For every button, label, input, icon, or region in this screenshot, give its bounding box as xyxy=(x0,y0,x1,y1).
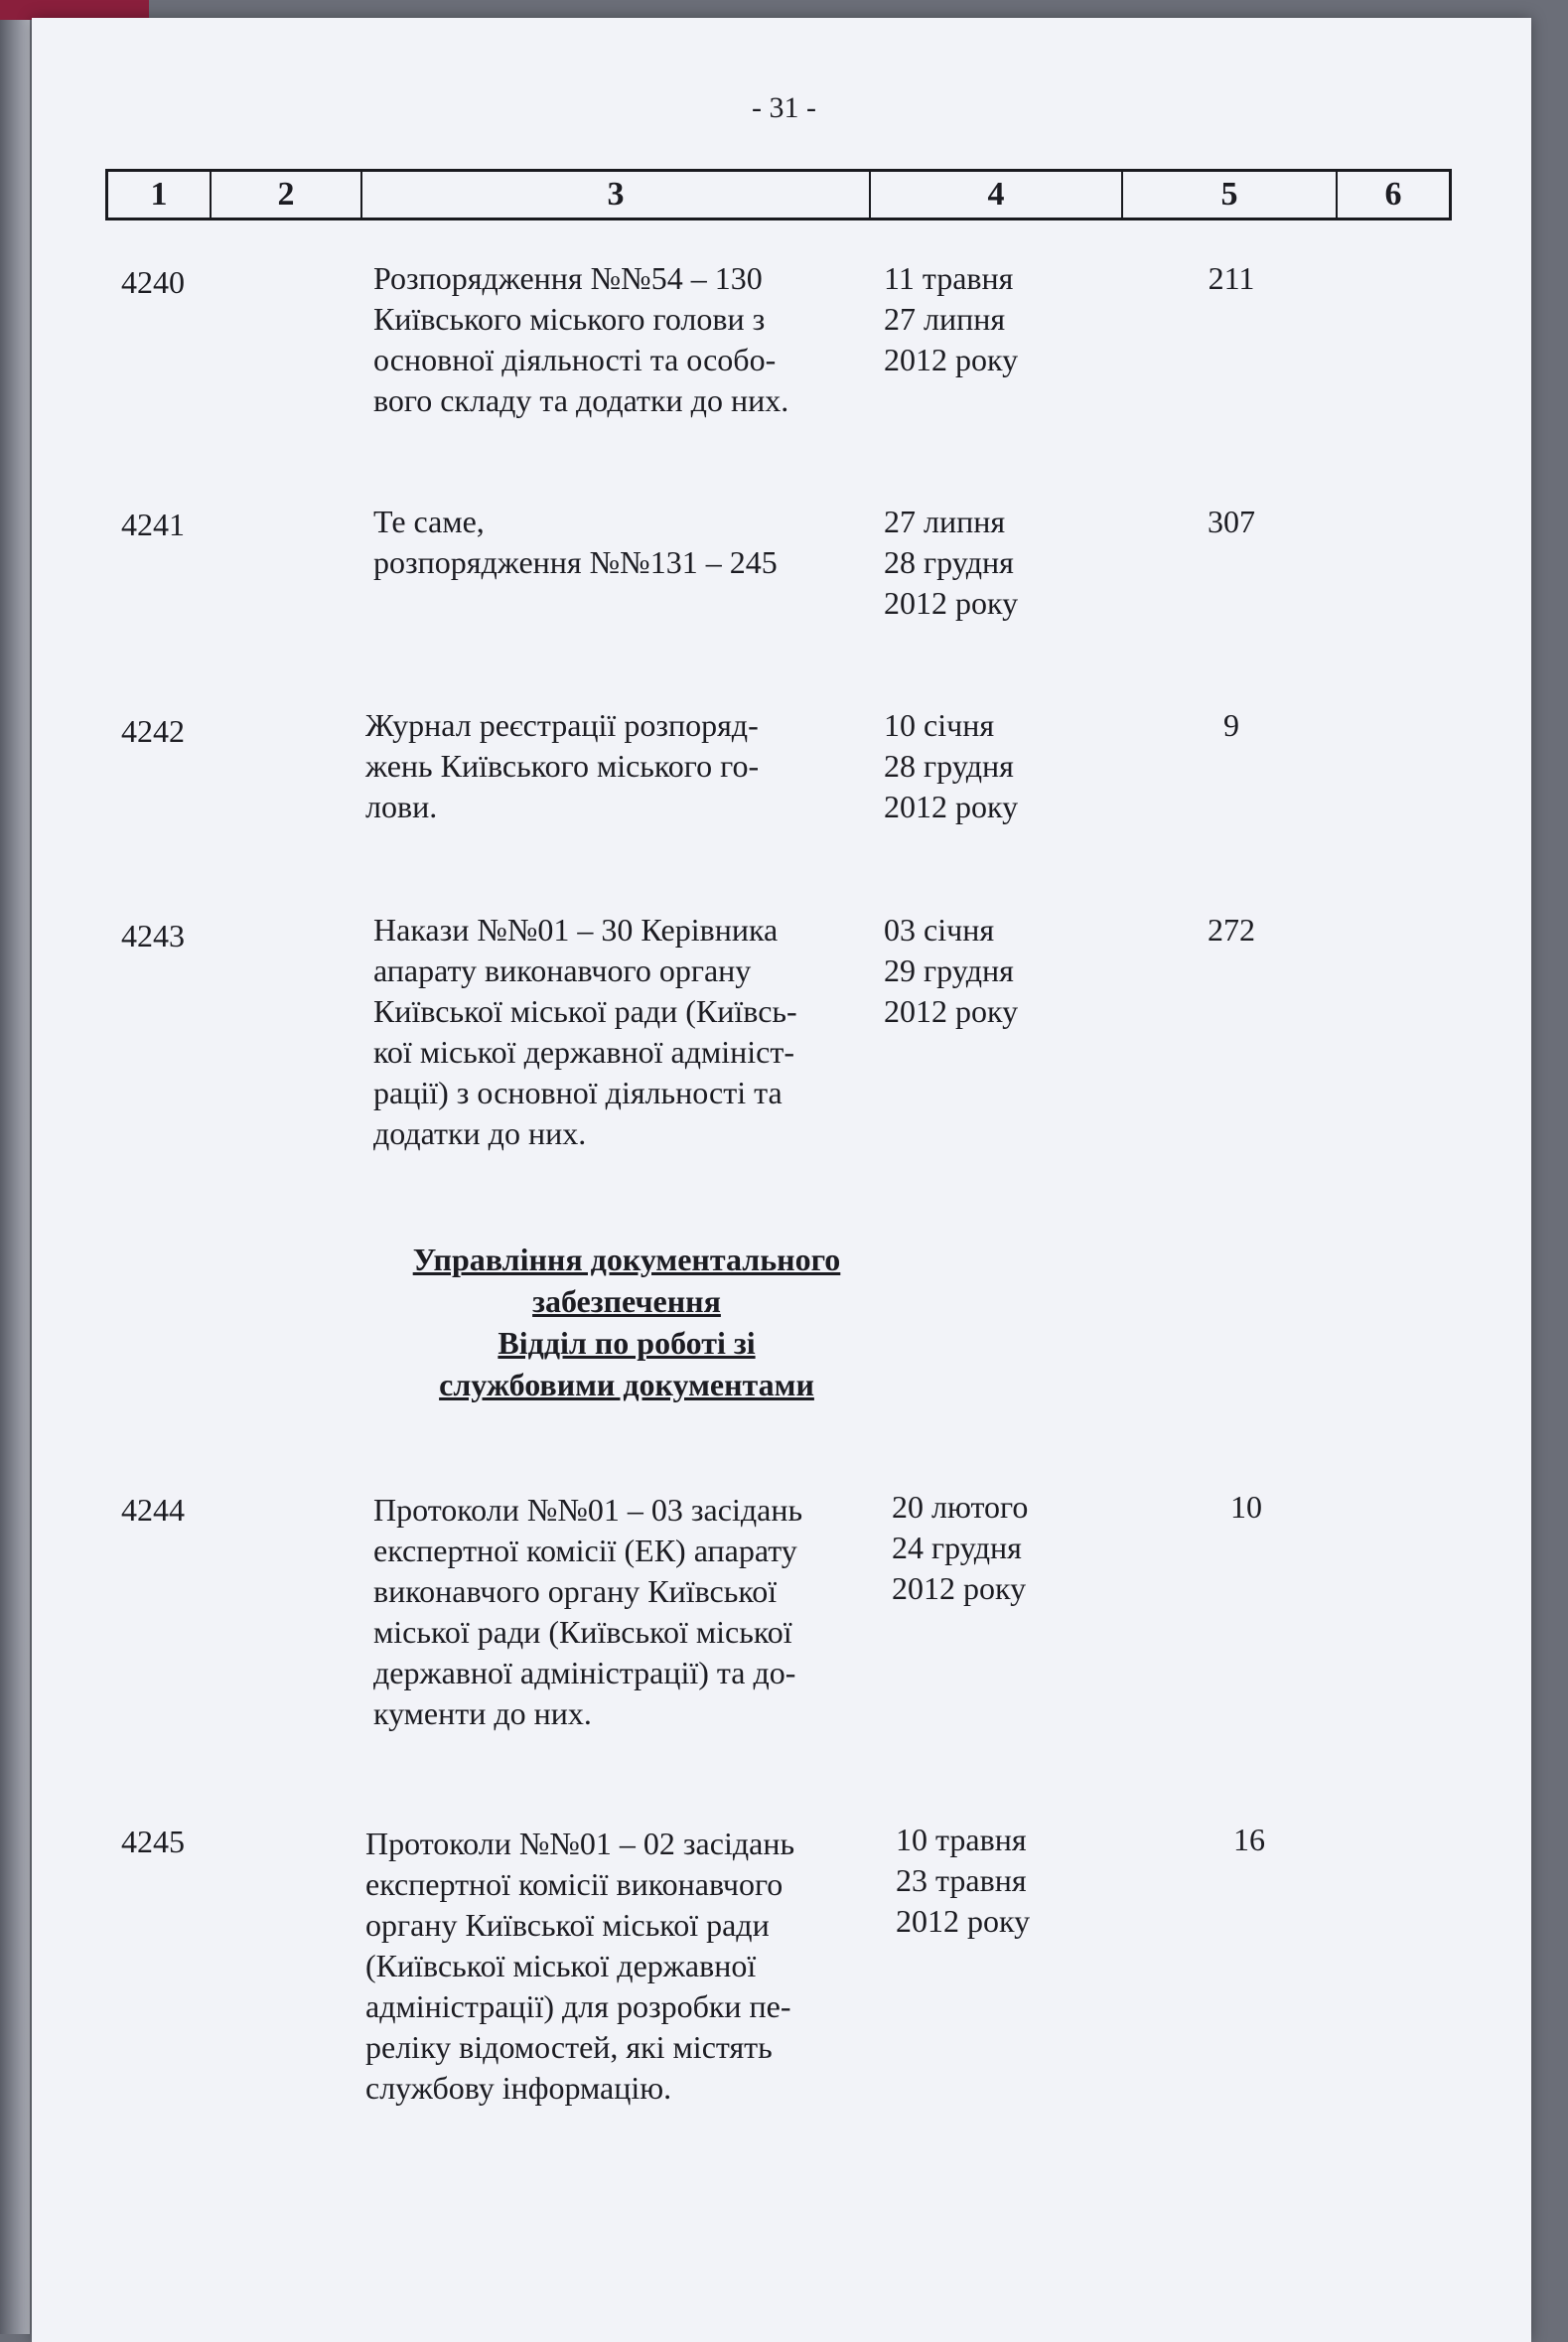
date-line: 28 грудня xyxy=(884,544,1014,580)
entry-dates xyxy=(884,258,1092,380)
date-line: 10 січня xyxy=(884,707,995,743)
entry-number: 4245 xyxy=(121,1824,185,1859)
date-line: 24 грудня xyxy=(892,1530,1022,1565)
entry-sheet-count: 211 xyxy=(1208,260,1255,296)
date-line: 20 лютого xyxy=(892,1489,1029,1525)
entry-dates xyxy=(884,705,1092,827)
column-header-4: 4 xyxy=(871,172,1123,218)
entry-description xyxy=(373,502,870,583)
description-line: службову інформацію. xyxy=(365,2070,672,2106)
description-line: експертної комісії виконавчого xyxy=(365,1866,784,1902)
description-line: лови. xyxy=(365,789,438,824)
entry-number: 4244 xyxy=(121,1492,185,1528)
entry-dates xyxy=(892,1487,1100,1609)
column-header-6: 6 xyxy=(1384,176,1402,213)
entry-number: 4242 xyxy=(121,713,185,749)
description-line: додатки до них. xyxy=(373,1115,587,1151)
entry-number: 4240 xyxy=(121,264,185,300)
entry-description xyxy=(365,705,862,827)
description-line: основної діяльності та особо- xyxy=(373,342,777,377)
document-binding xyxy=(0,0,30,2334)
description-line: реліку відомостей, які містять xyxy=(365,2029,773,2065)
description-line: Журнал реєстрації розпоряд- xyxy=(365,707,759,743)
description-line: експертної комісії (ЕК) апарату xyxy=(373,1533,797,1568)
entry-description xyxy=(373,258,870,421)
folder-corner xyxy=(0,0,149,20)
date-line: 2012 року xyxy=(896,1903,1031,1939)
description-line: Київської міської ради (Київсь- xyxy=(373,993,797,1029)
description-line: жень Київського міського го- xyxy=(365,748,760,784)
description-line: Розпорядження №№54 – 130 xyxy=(373,260,763,296)
entry-sheet-count: 272 xyxy=(1208,912,1255,948)
date-line: 2012 року xyxy=(892,1570,1027,1606)
description-line: Протоколи №№01 – 03 засідань xyxy=(373,1492,803,1528)
column-header-1: 1 xyxy=(108,172,212,218)
entry-description xyxy=(373,910,870,1154)
entry-dates xyxy=(884,502,1092,624)
description-line: апарату виконавчого органу xyxy=(373,952,752,988)
date-line: 2012 року xyxy=(884,993,1019,1029)
column-header-3: 3 xyxy=(362,172,871,218)
entry-sheet-count: 307 xyxy=(1208,504,1255,539)
date-line: 23 травня xyxy=(896,1862,1027,1898)
column-header-5: 5 xyxy=(1123,172,1338,218)
entry-sheet-count: 9 xyxy=(1223,707,1239,743)
description-line: Те саме, xyxy=(373,504,485,539)
date-line: 11 травня xyxy=(884,260,1014,296)
description-line: Київського міського голови з xyxy=(373,301,766,337)
heading-line: Відділ по роботі зі xyxy=(498,1325,756,1361)
page-number: - 31 - xyxy=(752,91,816,124)
column-header-2: 2 xyxy=(212,172,362,218)
date-line: 28 грудня xyxy=(884,748,1014,784)
date-line: 2012 року xyxy=(884,585,1019,621)
heading-line: Управління документального xyxy=(412,1242,841,1277)
description-line: вого складу та додатки до них. xyxy=(373,382,789,418)
entry-number: 4241 xyxy=(121,507,185,542)
entry-description xyxy=(365,1824,862,2109)
entry-number: 4243 xyxy=(121,918,185,953)
date-line: 03 січня xyxy=(884,912,995,948)
date-line: 2012 року xyxy=(884,789,1019,824)
section-heading xyxy=(373,1239,880,1405)
date-line: 2012 року xyxy=(884,342,1019,377)
description-line: кументи до них. xyxy=(373,1695,592,1731)
entry-description xyxy=(373,1490,870,1734)
description-line: адміністрації) для розробки пе- xyxy=(365,1988,791,2024)
description-line: рації) з основної діяльності та xyxy=(373,1075,783,1110)
description-line: розпорядження №№131 – 245 xyxy=(373,544,778,580)
heading-line: забезпечення xyxy=(532,1283,721,1319)
description-line: міської ради (Київської міської xyxy=(373,1614,792,1650)
entry-sheet-count: 10 xyxy=(1230,1489,1262,1525)
description-line: кої міської державної адмініст- xyxy=(373,1034,794,1070)
date-line: 10 травня xyxy=(896,1822,1027,1857)
description-line: виконавчого органу Київської xyxy=(373,1573,778,1609)
description-line: органу Київської міської ради xyxy=(365,1907,770,1943)
description-line: Протоколи №№01 – 02 засідань xyxy=(365,1826,795,1861)
date-line: 27 липня xyxy=(884,504,1006,539)
description-line: (Київської міської державної xyxy=(365,1948,757,1983)
date-line: 27 липня xyxy=(884,301,1006,337)
description-line: Накази №№01 – 30 Керівника xyxy=(373,912,779,948)
description-line: державної адміністрації) та до- xyxy=(373,1655,796,1690)
column-header-table xyxy=(105,169,1452,220)
entry-dates xyxy=(896,1820,1104,1942)
heading-line: службовими документами xyxy=(439,1367,814,1402)
entry-sheet-count: 16 xyxy=(1233,1822,1265,1857)
entry-dates xyxy=(884,910,1092,1032)
date-line: 29 грудня xyxy=(884,952,1014,988)
